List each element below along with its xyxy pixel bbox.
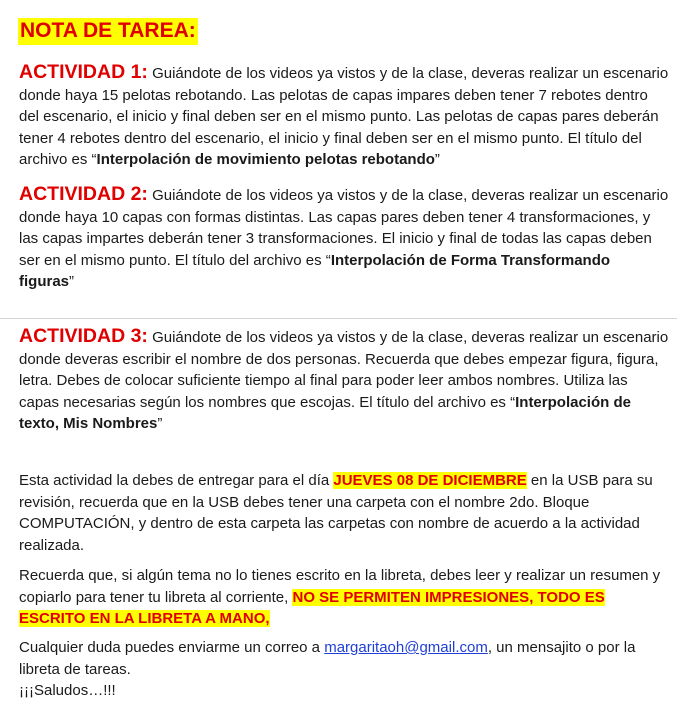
delivery-text-after: en la USB para su revisión, recuerda que en la USB debes tener una carpeta con el nombre 2do. Bloque COMPUTACIÓN, y dentro de esta carpeta las carpetas con nombre de acuerdo a la actividad realizada. bbox=[19, 472, 653, 554]
delivery-text-before: Esta actividad la debes de entregar para el día bbox=[19, 472, 334, 489]
page-break-divider bbox=[0, 318, 677, 319]
contact-text-before: Cualquier duda puedes enviarme un correo a bbox=[19, 639, 325, 656]
activity-3-label: ACTIVIDAD 3: bbox=[19, 325, 148, 347]
activity-1-paragraph bbox=[19, 62, 669, 171]
activity-1-text: Guiándote de los videos ya vistos y de la clase, deveras realizar un escenario donde haya 15 pelotas rebotando. Las pelotas de capas impares deben tener 7 rebotes dentro del escenario, el inicio y final deben ser en el mismo punto. Las pelotas de capas pares deberán tener 4 rebotes dentro del escenario, el inicio y final deben ser en el mismo punto. El título del archivo es “ bbox=[19, 65, 669, 169]
activity-1-close-quote: ” bbox=[434, 151, 440, 169]
delivery-paragraph bbox=[19, 470, 669, 556]
activity-3-file-title: Interpolación de texto, Mis Nombres bbox=[19, 393, 631, 433]
email-link[interactable]: margaritaoh@gmail.com bbox=[324, 639, 488, 656]
activity-2-close-quote: ” bbox=[69, 273, 75, 291]
contact-text-after: , un mensajito o por la libreta de tareas. bbox=[19, 639, 636, 678]
activity-2-paragraph bbox=[19, 184, 669, 293]
activity-2-label: ACTIVIDAD 2: bbox=[19, 183, 148, 205]
contact-paragraph bbox=[19, 637, 669, 702]
activity-2-text: Guiándote de los videos ya vistos y de la clase, deveras realizar un escenario donde haya 10 capas con formas distintas. Las capas pares deben tener 4 transformaciones, y las capas impartes deberán tener 3 transformaciones. El inicio y final de todas las capas deben ser en el mismo punto. El título del archivo es “ bbox=[19, 187, 669, 269]
page-title: NOTA DE TAREA: bbox=[18, 18, 198, 45]
activity-1-label: ACTIVIDAD 1: bbox=[19, 61, 148, 83]
reminder-text: Recuerda que, si algún tema no lo tienes escrito en la libreta, debes leer y realizar un resumen y copiarlo para tener tu libreta al corriente, bbox=[19, 567, 661, 606]
reminder-paragraph bbox=[19, 565, 669, 630]
reminder-highlight: NO SE PERMITEN IMPRESIONES, TODO ES ESCRITO EN LA LIBRETA A MANO, bbox=[19, 588, 605, 628]
farewell-text: ¡¡¡Saludos…!!! bbox=[19, 682, 116, 700]
activity-3-close-quote: ” bbox=[157, 415, 163, 433]
activity-3-text: Guiándote de los videos ya vistos y de la clase, deveras realizar un escenario donde deveras escribir el nombre de dos personas. Recuerda que debes empezar figura, figura, letra. Debes de colocar suficiente tiempo al final para poder leer ambos nombres. Utiliza las capas necesarias según los nombres que escojas. El título del archivo es “ bbox=[19, 329, 669, 411]
activity-1-file-title: Interpolación de movimiento pelotas rebotando bbox=[96, 151, 435, 169]
activity-3-paragraph bbox=[19, 326, 669, 435]
delivery-date-highlight: JUEVES 08 DE DICIEMBRE bbox=[333, 472, 527, 489]
activity-2-file-title: Interpolación de Forma Transformando figuras bbox=[19, 251, 611, 291]
